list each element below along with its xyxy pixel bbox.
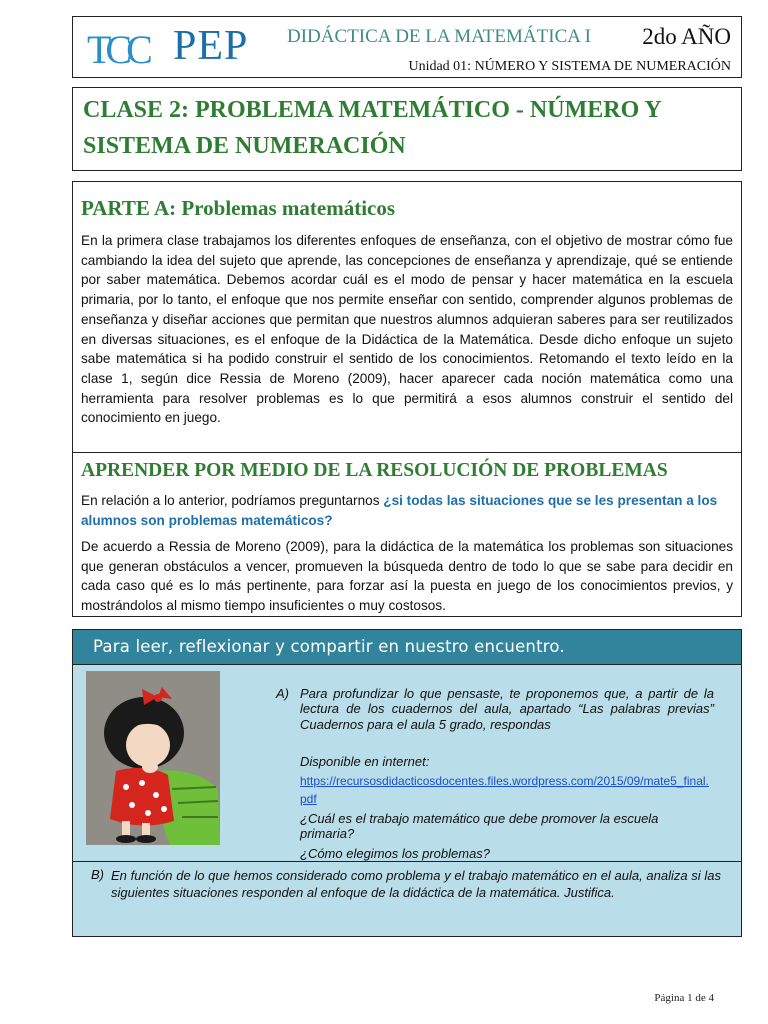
course-name: DIDÁCTICA DE LA MATEMÁTICA I bbox=[287, 26, 591, 47]
available-label: Disponible en internet: bbox=[300, 754, 430, 769]
definition-paragraph: De acuerdo a Ressia de Moreno (2009), para la didáctica de la matemática los problemas son situaciones que generan obstáculos a vencer, promueven la búsqueda dentro de todo lo que se sabe para decidir en cada caso qué es lo más pertinente, para forzar así la puesta en juego de los conocimientos previos, y mostrándolos al mismo tiempo insuficientes o muy costosos. bbox=[81, 539, 733, 614]
unit-name: Unidad 01: NÚMERO Y SISTEMA DE NUMERACIÓN bbox=[408, 59, 731, 74]
question-2: ¿Cómo elegimos los problemas? bbox=[300, 846, 491, 861]
panel-header bbox=[73, 630, 741, 665]
relation-paragraph bbox=[81, 491, 736, 530]
resource-link-line bbox=[300, 772, 714, 808]
school-year: 2do AÑO bbox=[642, 24, 731, 49]
part-a-section bbox=[72, 181, 742, 617]
activity-b-label: B) bbox=[91, 867, 104, 882]
part-a-body: En la primera clase trabajamos los diferentes enfoques de enseñanza, con el objetivo de mostrar cómo fue cambiando la idea del sujeto que aprende, las concepciones de enseñanza y aprendizaje, qué se entiende por saber matemática. Debemos acordar cuál es el modo de pensar y hacer matemática en la escuela primaria, por lo tanto, el enfoque que nos permite enseñar con sentido, comprender algunos problemas de enseñanza y diseñar acciones que permitan que nuestros alumnos adquieran saberes para ser reutilizados en diversas situaciones, es el enfoque de la Didáctica de la Matemática. Desde dicho enfoque un sujeto sabe matemática si ha podido construir el sentido de los conocimientos. Retomando el texto leído en la clase 1, según dice Ressia de Moreno (2009), hacer aparecer cada noción matemática como una herramienta para resolver problemas es lo que permitirá a esos alumnos construir el sentido del conocimiento en juego. bbox=[81, 233, 733, 426]
page-header bbox=[72, 16, 742, 78]
page-number: Página 1 de 4 bbox=[654, 992, 714, 1004]
section-title: APRENDER POR MEDIO DE LA RESOLUCIÓN DE PROBLEMAS bbox=[81, 460, 668, 481]
panel-divider bbox=[73, 861, 741, 862]
question-1: ¿Cuál es el trabajo matemático que debe promover la escuela primaria? bbox=[300, 811, 659, 842]
brand-name: PEP bbox=[173, 23, 249, 69]
key-question: ¿si todas las situaciones que se les presentan a los alumnos son problemas matemáticos? bbox=[81, 493, 718, 528]
section-divider bbox=[73, 452, 741, 453]
mafalda-illustration bbox=[86, 671, 220, 845]
class-title: CLASE 2: PROBLEMA MATEMÁTICO - NÚMERO Y SISTEMA DE NUMERACIÓN bbox=[83, 97, 661, 159]
reading-panel bbox=[72, 629, 742, 937]
panel-title: Para leer, reflexionar y compartir en nuestro encuentro. bbox=[93, 637, 565, 656]
activity-a-label: A) bbox=[276, 686, 289, 701]
class-title-box bbox=[72, 87, 742, 171]
activity-a-text: Para profundizar lo que pensaste, te proponemos que, a partir de la lectura de los cuadernos del aula, apartado “Las palabras previas” Cuadernos para el aula 5 grado, respondas bbox=[300, 686, 714, 732]
institution-logo bbox=[87, 27, 159, 69]
resource-link[interactable]: https://recursosdidacticosdocentes.files.wordpress.com/2015/09/mate5_final.pdf bbox=[300, 774, 709, 806]
logo-text: TCC bbox=[87, 27, 147, 69]
relation-intro: En relación a lo anterior, podríamos preguntarnos bbox=[81, 493, 384, 508]
part-a-title: PARTE A: Problemas matemáticos bbox=[81, 196, 396, 220]
activity-b-text: En función de lo que hemos considerado como problema y el trabajo matemático en el aula, analiza si las siguientes situaciones responden al enfoque de la didáctica de la matemática. Justifica. bbox=[111, 868, 721, 901]
